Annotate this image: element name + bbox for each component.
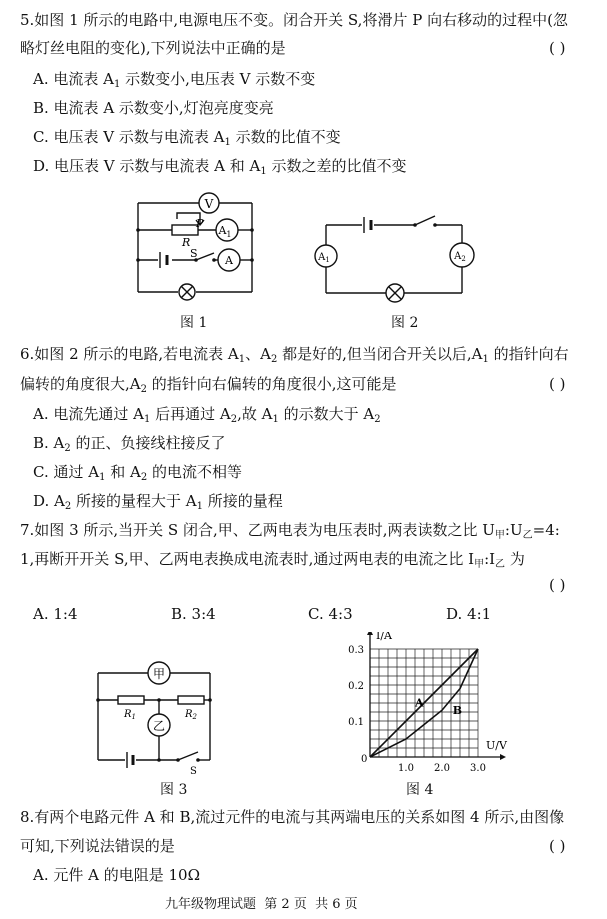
y-tick-label: 0.3: [348, 645, 364, 656]
q5-stem-line1: 5.如图 1 所示的电路中,电源电压不变。闭合开关 S,将滑片 P 向右移动的过程中(忽: [20, 11, 568, 29]
y-axis-label: I/A: [376, 632, 392, 642]
fig1-meter-v-label: V: [204, 197, 214, 211]
x-axis-arrow: [500, 754, 506, 760]
x-tick-label: 3.0: [470, 763, 486, 774]
q7-option-a: A. 1:4: [33, 605, 78, 623]
fig2-meter-a2-label: $A_2$: [454, 251, 466, 263]
x-tick-label: 1.0: [398, 763, 414, 774]
q8-option-a: A. 元件 A 的电阻是 10Ω: [33, 866, 201, 884]
figure-2-caption: 图 2: [391, 315, 419, 331]
x-tick-label: 2.0: [434, 763, 450, 774]
fig1-meter-a-label: A: [225, 254, 233, 267]
q7-answer-paren: ( ): [549, 576, 566, 594]
fig3-meter-jia-label: 甲: [152, 667, 166, 681]
q7-option-c: C. 4:3: [308, 605, 353, 623]
q6-stem-line2: 偏转的角度很大$,A_2$ 的指针向右偏转的角度很小,这可能是: [20, 375, 397, 395]
q6-option-d: D. $A_2$ 所接的量程大于 $A_1$ 所接的量程: [33, 492, 283, 512]
fig3-switch-s-label: S: [190, 766, 197, 775]
y-tick-label: 0.1: [348, 717, 364, 728]
x-axis-label: U/V: [486, 739, 507, 752]
q5-option-a: A. 电流表 $A_1$ 示数变小,电压表 V 示数不变: [33, 70, 316, 90]
fig3-meter-yi-label: 乙: [152, 719, 166, 733]
footer-total: 共 6 页: [315, 897, 358, 912]
origin-label: 0: [361, 754, 368, 765]
fig1-switch-s-label: S: [190, 247, 198, 260]
fig3-r2-label: $R_2$: [185, 709, 197, 721]
figure-2-circuit: [310, 205, 485, 305]
q6-answer-paren: ( ): [549, 375, 566, 393]
q8-stem-line2: 可知,下列说法错误的是: [20, 837, 175, 855]
q7-option-b: B. 3:4: [171, 605, 216, 623]
footer-page: 第 2 页: [264, 897, 307, 912]
q5-answer-paren: ( ): [549, 39, 566, 57]
page-footer: [165, 893, 358, 912]
figure-1-caption: 图 1: [180, 315, 208, 331]
fig1-slider-p-label: P: [196, 217, 204, 230]
figure-1-circuit: [120, 185, 270, 305]
series-label-a: A: [415, 696, 424, 710]
q8-stem-line1: 8.有两个电路元件 A 和 B,流过元件的电流与其两端电压的关系如图 4 所示,由图像: [20, 808, 565, 826]
q7-stem-line2: 1,再断开开关 S,甲、乙两电表换成电流表时,通过两电表的电流之比 $I_甲:I_乙$ 为: [20, 550, 525, 570]
q7-option-d: D. 4:1: [446, 605, 492, 623]
figure-4-chart: [335, 632, 510, 780]
q5-option-c: C. 电压表 V 示数与电流表 $A_1$ 示数的比值不变: [33, 128, 341, 148]
figure-4-caption: 图 4: [406, 782, 434, 798]
figure-3-circuit: [90, 655, 220, 775]
y-tick-label: 0.2: [348, 681, 364, 692]
fig3-r1-label: $R_1$: [124, 709, 136, 721]
q8-answer-paren: ( ): [549, 837, 566, 855]
fig2-meter-a1-label: $A_1$: [318, 252, 330, 264]
fig1-meter-a1-label: $A_1$: [218, 224, 232, 239]
q6-option-a: A. 电流先通过 $A_1$ 后再通过 $A_2$,故 $A_1$ 的示数大于 $A_2$: [33, 405, 381, 425]
q5-stem-line2: 略灯丝电阻的变化),下列说法中正确的是: [20, 39, 286, 57]
y-axis-arrow: [367, 632, 373, 635]
series-label-b: B: [452, 703, 463, 717]
q5-option-d: D. 电压表 V 示数与电流表 A 和 $A_1$ 示数之差的比值不变: [33, 157, 407, 177]
q7-stem-line1: 7.如图 3 所示,当开关 S 闭合,甲、乙两电表为电压表时,两表读数之比 $U_甲:U_乙=4$:: [20, 521, 560, 541]
q6-stem-line1: 6.如图 2 所示的电路,若电流表 $A_1$、$A_2$ 都是好的,但当闭合开关以后$,A_1$ 的指针向右: [20, 345, 569, 365]
figure-3-caption: 图 3: [160, 782, 188, 798]
q5-option-b: B. 电流表 A 示数变小,灯泡亮度变亮: [33, 99, 274, 117]
q6-option-c: C. 通过 $A_1$ 和 $A_2$ 的电流不相等: [33, 463, 242, 483]
q6-option-b: B. $A_2$ 的正、负接线柱接反了: [33, 434, 226, 454]
fig1-rheostat-r-label: R: [182, 236, 191, 249]
footer-title: 九年级物理试题: [165, 897, 257, 912]
